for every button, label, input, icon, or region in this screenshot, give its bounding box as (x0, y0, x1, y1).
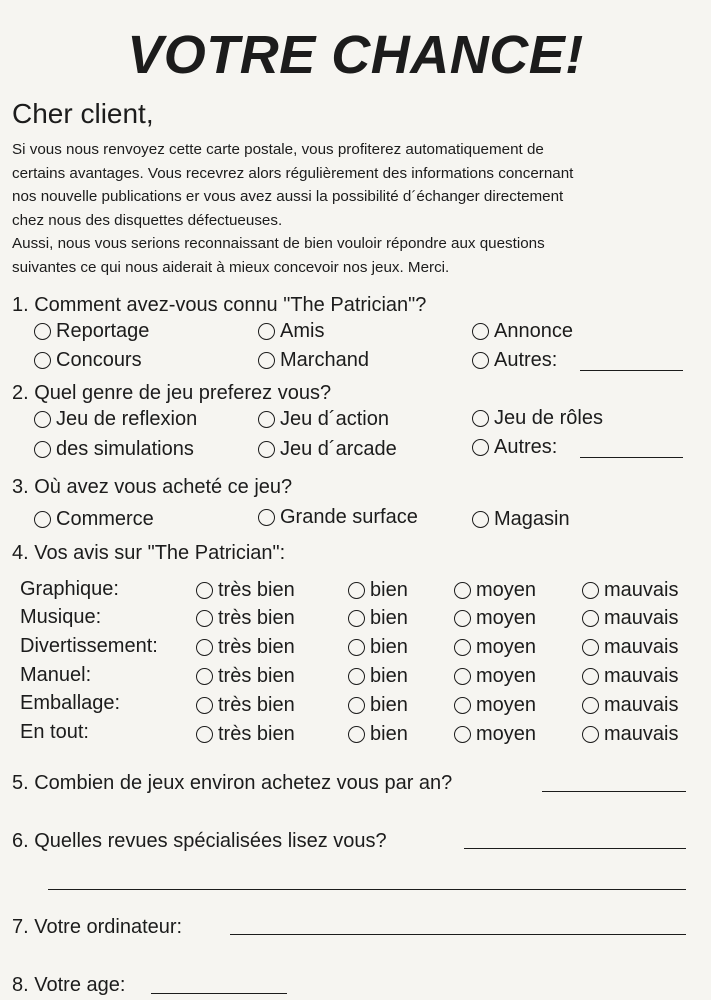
question-1: 1. Comment avez-vous connu "The Patrician"? (12, 294, 427, 316)
rating-moyen[interactable]: moyen (454, 665, 536, 688)
rating-category-emballage: Emballage: (20, 692, 121, 714)
radio-icon[interactable] (348, 726, 365, 743)
form-title: VOTRE CHANCE! (127, 25, 584, 85)
radio-icon[interactable] (34, 441, 51, 458)
q2-option-roles[interactable]: Jeu de rôles (472, 407, 603, 430)
intro-line: suivantes ce qui nous aiderait à mieux concevoir nos jeux. Merci. (12, 258, 450, 276)
rating-bien[interactable]: bien (348, 579, 408, 602)
radio-icon[interactable] (582, 610, 599, 627)
radio-icon[interactable] (258, 411, 275, 428)
rating-mauvais[interactable]: mauvais (582, 723, 678, 746)
rating-bien[interactable]: bien (348, 665, 408, 688)
rating-bien[interactable]: bien (348, 723, 408, 746)
rating-tres-bien[interactable]: très bien (196, 694, 295, 717)
q3-option-grande-surface[interactable]: Grande surface (258, 506, 418, 529)
radio-icon[interactable] (34, 411, 51, 428)
radio-icon[interactable] (472, 439, 489, 456)
radio-icon[interactable] (258, 323, 275, 340)
question-8: 8. Votre age: (12, 974, 126, 996)
radio-icon[interactable] (258, 352, 275, 369)
radio-icon[interactable] (472, 511, 489, 528)
rating-moyen[interactable]: moyen (454, 579, 536, 602)
q1-option-concours[interactable]: Concours (34, 349, 142, 372)
rating-tres-bien[interactable]: très bien (196, 636, 295, 659)
q2-option-autres[interactable]: Autres: (472, 436, 557, 459)
radio-icon[interactable] (34, 352, 51, 369)
q1-option-autres[interactable]: Autres: (472, 349, 557, 372)
radio-icon[interactable] (196, 668, 213, 685)
radio-icon[interactable] (454, 639, 471, 656)
radio-icon[interactable] (258, 441, 275, 458)
question-4: 4. Vos avis sur "The Patrician": (12, 542, 286, 564)
rating-moyen[interactable]: moyen (454, 723, 536, 746)
rating-mauvais[interactable]: mauvais (582, 579, 678, 602)
question-7: 7. Votre ordinateur: (12, 916, 183, 938)
rating-mauvais[interactable]: mauvais (582, 636, 678, 659)
question-6: 6. Quelles revues spécialisées lisez vous? (12, 830, 387, 852)
radio-icon[interactable] (348, 697, 365, 714)
q3-option-commerce[interactable]: Commerce (34, 508, 154, 531)
rating-category-divertissement: Divertissement: (20, 635, 158, 657)
radio-icon[interactable] (454, 668, 471, 685)
question-3: 3. Où avez vous acheté ce jeu? (12, 476, 293, 498)
rating-mauvais[interactable]: mauvais (582, 607, 678, 630)
rating-tres-bien[interactable]: très bien (196, 723, 295, 746)
q3-option-magasin[interactable]: Magasin (472, 508, 570, 531)
radio-icon[interactable] (34, 511, 51, 528)
q1-option-annonce[interactable]: Annonce (472, 320, 573, 343)
rating-tres-bien[interactable]: très bien (196, 607, 295, 630)
rating-moyen[interactable]: moyen (454, 636, 536, 659)
rating-category-manuel: Manuel: (20, 664, 92, 686)
rating-bien[interactable]: bien (348, 694, 408, 717)
intro-line: chez nous des disquettes défectueuses. (12, 211, 283, 229)
q7-answer-blank[interactable] (230, 934, 686, 935)
radio-icon[interactable] (582, 726, 599, 743)
radio-icon[interactable] (582, 668, 599, 685)
radio-icon[interactable] (454, 726, 471, 743)
q2-option-simulations[interactable]: des simulations (34, 438, 194, 461)
q5-answer-blank[interactable] (542, 791, 686, 792)
q6-answer-blank-2[interactable] (48, 889, 686, 890)
q1-option-amis[interactable]: Amis (258, 320, 324, 343)
radio-icon[interactable] (582, 697, 599, 714)
radio-icon[interactable] (348, 582, 365, 599)
radio-icon[interactable] (454, 610, 471, 627)
radio-icon[interactable] (196, 610, 213, 627)
radio-icon[interactable] (196, 582, 213, 599)
radio-icon[interactable] (454, 582, 471, 599)
q1-option-reportage[interactable]: Reportage (34, 320, 149, 343)
radio-icon[interactable] (196, 726, 213, 743)
radio-icon[interactable] (196, 697, 213, 714)
intro-line: Aussi, nous vous serions reconnaissant de bien vouloir répondre aux questions (12, 235, 545, 252)
rating-tres-bien[interactable]: très bien (196, 665, 295, 688)
q2-autres-blank[interactable] (580, 457, 683, 458)
rating-mauvais[interactable]: mauvais (582, 665, 678, 688)
radio-icon[interactable] (582, 582, 599, 599)
intro-paragraph (12, 138, 573, 279)
rating-category-musique: Musique: (20, 606, 102, 628)
q1-option-marchand[interactable]: Marchand (258, 349, 369, 372)
radio-icon[interactable] (348, 610, 365, 627)
radio-icon[interactable] (258, 509, 275, 526)
question-2: 2. Quel genre de jeu preferez vous? (12, 382, 332, 404)
rating-moyen[interactable]: moyen (454, 607, 536, 630)
rating-moyen[interactable]: moyen (454, 694, 536, 717)
radio-icon[interactable] (34, 323, 51, 340)
radio-icon[interactable] (472, 410, 489, 427)
intro-line: certains avantages. Vous recevrez alors régulièrement des informations concernant (12, 164, 574, 182)
q6-answer-blank[interactable] (464, 848, 686, 849)
q2-option-arcade[interactable]: Jeu d´arcade (258, 438, 397, 461)
q1-autres-blank[interactable] (580, 370, 683, 371)
intro-line: Si vous nous renvoyez cette carte postale, vous profiterez automatiquement de (12, 141, 544, 158)
rating-bien[interactable]: bien (348, 636, 408, 659)
rating-category-en-tout: En tout: (20, 721, 89, 743)
radio-icon[interactable] (348, 639, 365, 656)
radio-icon[interactable] (196, 639, 213, 656)
q8-answer-blank[interactable] (151, 993, 287, 994)
radio-icon[interactable] (454, 697, 471, 714)
q2-option-action[interactable]: Jeu d´action (258, 408, 389, 431)
radio-icon[interactable] (348, 668, 365, 685)
question-5: 5. Combien de jeux environ achetez vous par an? (12, 772, 453, 794)
q2-option-reflexion[interactable]: Jeu de reflexion (34, 408, 197, 431)
intro-line: nos nouvelle publications er vous avez aussi la possibilité d´échanger directement (12, 188, 564, 205)
rating-category-graphique: Graphique: (20, 578, 119, 600)
radio-icon[interactable] (472, 352, 489, 369)
greeting: Cher client, (12, 98, 154, 129)
rating-mauvais[interactable]: mauvais (582, 694, 678, 717)
radio-icon[interactable] (472, 323, 489, 340)
rating-tres-bien[interactable]: très bien (196, 579, 295, 602)
rating-bien[interactable]: bien (348, 607, 408, 630)
radio-icon[interactable] (582, 639, 599, 656)
